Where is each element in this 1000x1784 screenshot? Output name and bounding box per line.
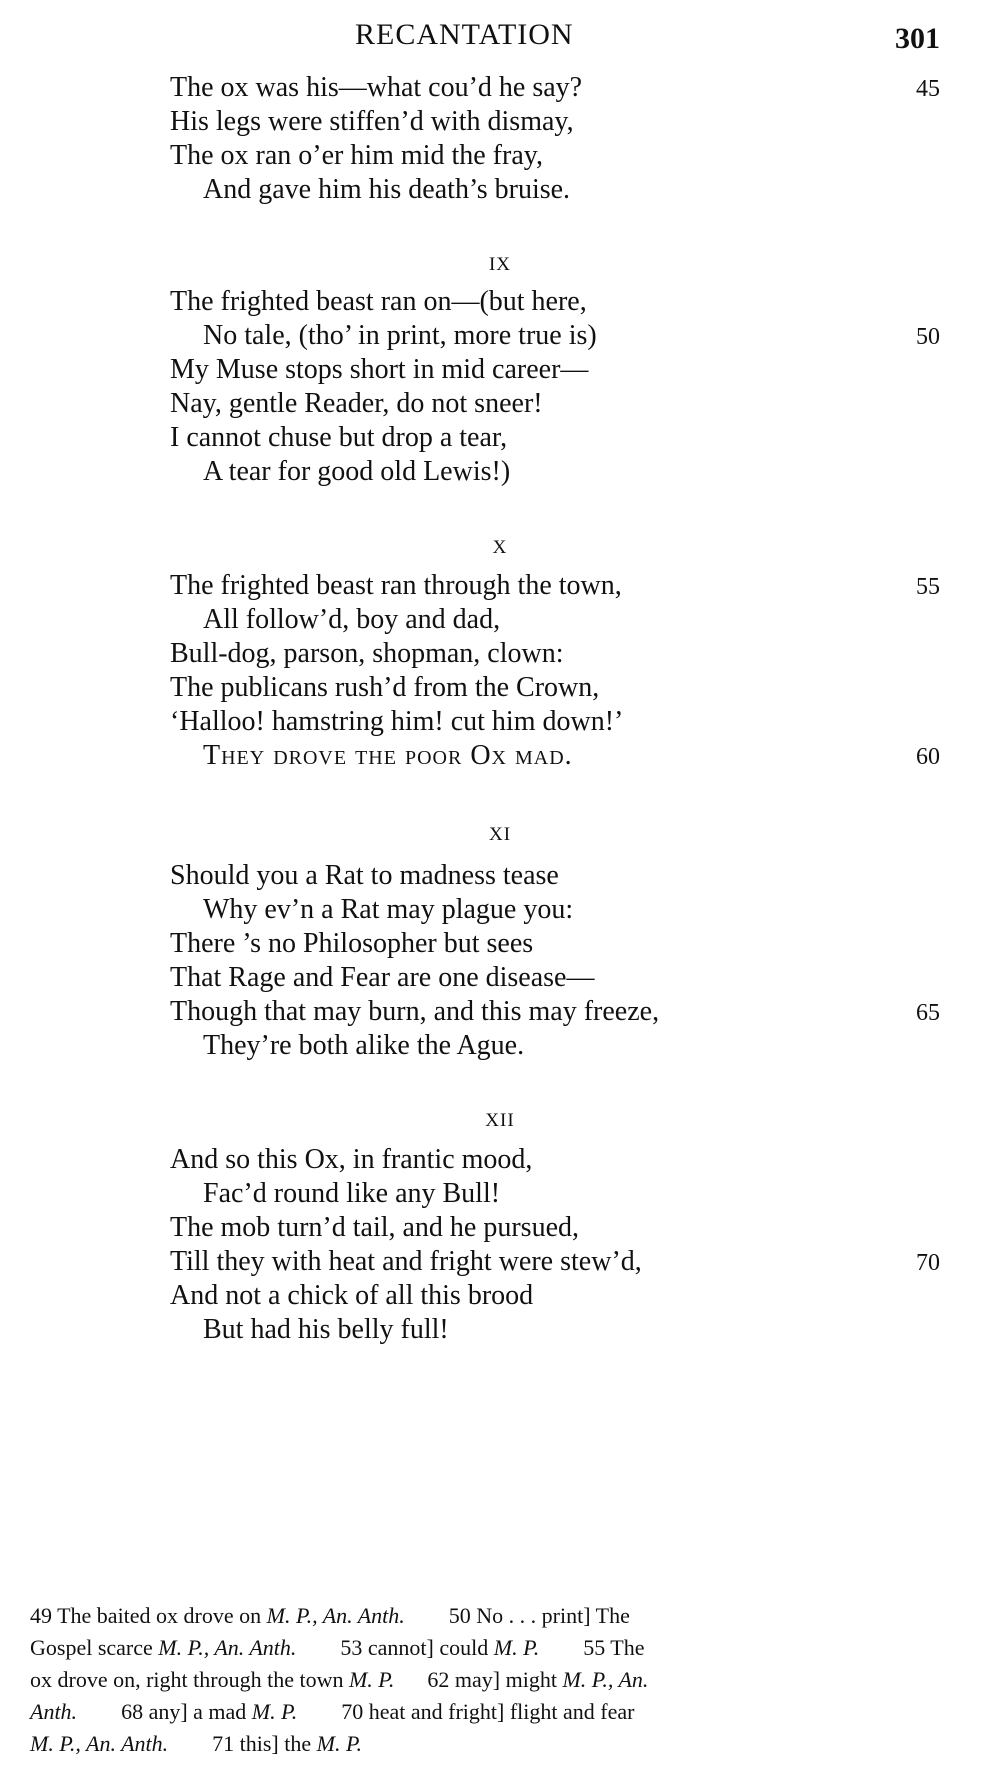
footnote-text: ox drove on, right through the town <box>30 1667 349 1692</box>
line-number: 45 <box>916 76 940 102</box>
verse-line: Though that may burn, and this may freeze, <box>170 996 660 1027</box>
footnote-line <box>30 1632 950 1664</box>
verse-line: A tear for good old Lewis!) <box>203 456 511 487</box>
stanza-numeral: X <box>492 537 508 558</box>
footnote-line <box>30 1664 950 1696</box>
footnote-line <box>30 1600 950 1632</box>
footnote-text: 68 any] a mad <box>77 1699 252 1724</box>
footnotes <box>30 1600 950 1760</box>
footnote-line <box>30 1696 950 1728</box>
verse-line: The mob turn’d tail, and he pursued, <box>170 1212 580 1243</box>
footnote-line <box>30 1728 950 1760</box>
line-number: 60 <box>916 744 940 770</box>
footnote-source: M. P., An. Anth. <box>266 1603 405 1628</box>
footnote-text: Gospel scarce <box>30 1635 159 1660</box>
stanza-numeral: XII <box>485 1110 515 1131</box>
verse-line: The ox ran o’er him mid the fray, <box>170 140 543 171</box>
running-head <box>0 18 1000 58</box>
verse-line: ‘Halloo! hamstring him! cut him down!’ <box>170 706 624 737</box>
verse-line: Why ev’n a Rat may plague you: <box>203 894 574 925</box>
verse-line: No tale, (tho’ in print, more true is) <box>203 320 597 351</box>
verse-line: And not a chick of all this brood <box>170 1280 534 1311</box>
verse-line: They’re both alike the Ague. <box>203 1030 525 1061</box>
footnote-text: 71 this] the <box>168 1731 317 1756</box>
verse-line: The frighted beast ran on—(but here, <box>170 286 587 317</box>
footnote-text: 62 may] might <box>394 1667 563 1692</box>
verse-line: The ox was his—what cou’d he say? <box>170 72 583 103</box>
verse-line: His legs were stiffen’d with dismay, <box>170 106 574 137</box>
footnote-source: Anth. <box>30 1699 78 1724</box>
stanza-numeral: XI <box>488 824 512 845</box>
line-number: 55 <box>916 574 940 600</box>
footnote-text: 70 heat and fright] flight and fear <box>297 1699 635 1724</box>
line-number: 50 <box>916 324 940 350</box>
footnote-source: M. P., An. Anth. <box>158 1635 297 1660</box>
stanza-numeral: IX <box>488 254 512 275</box>
verse-line: And gave him his death’s bruise. <box>203 174 571 205</box>
footnote-text: 53 cannot] could <box>296 1635 494 1660</box>
verse-line: Fac’d round like any Bull! <box>203 1178 501 1209</box>
footnote-source: M. P., An. Anth. <box>30 1731 169 1756</box>
verse-line: Should you a Rat to madness tease <box>170 860 559 891</box>
verse-line: And so this Ox, in frantic mood, <box>170 1144 533 1175</box>
verse-line: That Rage and Fear are one disease— <box>170 962 595 993</box>
verse-line: But had his belly full! <box>203 1314 449 1345</box>
line-number: 70 <box>916 1250 940 1276</box>
verse-line: There ’s no Philosopher but sees <box>170 928 534 959</box>
page-title: RECANTATION <box>355 18 574 51</box>
page-number: 301 <box>895 22 940 55</box>
verse-line: All follow’d, boy and dad, <box>203 604 501 635</box>
verse-line: Till they with heat and fright were stew’d, <box>170 1246 642 1277</box>
verse-line: My Muse stops short in mid career— <box>170 354 589 385</box>
verse-line: I cannot chuse but drop a tear, <box>170 422 508 453</box>
verse-line: The publicans rush’d from the Crown, <box>170 672 600 703</box>
verse-line: The frighted beast ran through the town, <box>170 570 622 601</box>
verse-line: Nay, gentle Reader, do not sneer! <box>170 388 543 419</box>
footnote-text: 50 No . . . print] The <box>404 1603 630 1628</box>
footnote-source: M. P. <box>316 1731 363 1756</box>
verse-line: They drove the poor Ox mad. <box>203 740 573 771</box>
footnote-text: 55 The <box>539 1635 645 1660</box>
footnote-source: M. P. <box>348 1667 395 1692</box>
footnote-source: M. P., An. <box>562 1667 649 1692</box>
footnote-source: M. P. <box>493 1635 540 1660</box>
footnote-text: 49 The baited ox drove on <box>30 1603 267 1628</box>
footnote-source: M. P. <box>251 1699 298 1724</box>
line-number: 65 <box>916 1000 940 1026</box>
verse-line: Bull-dog, parson, shopman, clown: <box>170 638 564 669</box>
